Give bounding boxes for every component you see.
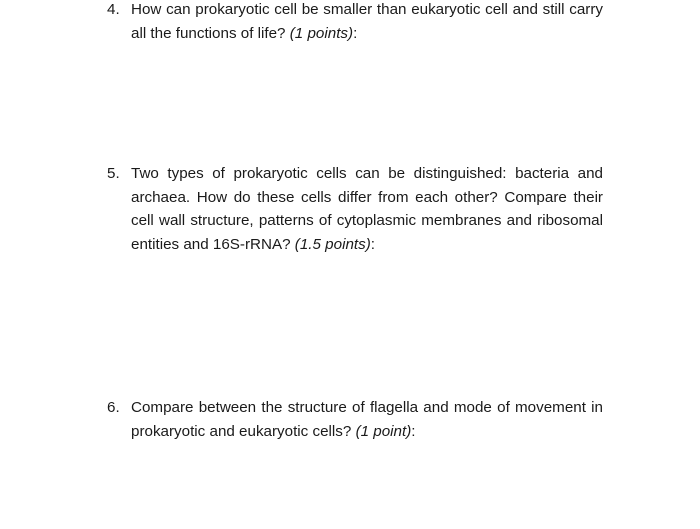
question-points: (1.5 points) [294,235,371,253]
question-points: (1 points) [289,24,354,42]
question-points: (1 point) [355,422,412,440]
question-suffix: : [411,422,416,440]
question-prompt: Compare between the structure of flagella and mode of movement in prokaryotic and eukaryotic cells? [131,399,603,440]
question-prompt: How can prokaryotic cell be smaller than eukaryotic cell and still carry all the functions of life? [131,1,603,42]
question-number: 6. [107,399,120,416]
question-text [131,162,603,256]
question-suffix: : [353,24,358,42]
question-5 [107,162,603,256]
question-number: 4. [107,1,120,18]
question-6 [107,396,603,443]
question-suffix: : [370,235,376,253]
question-4 [107,0,603,45]
question-number: 5. [107,165,120,182]
question-text [131,396,603,443]
question-prompt: Two types of prokaryotic cells can be distinguished: bacteria and archaea. How do these cells differ from each other? Compare their cell wall structure, patterns of cytoplasmic membranes and ribosomal entities and 16S-rRNA? [131,165,603,253]
question-text [131,0,603,45]
